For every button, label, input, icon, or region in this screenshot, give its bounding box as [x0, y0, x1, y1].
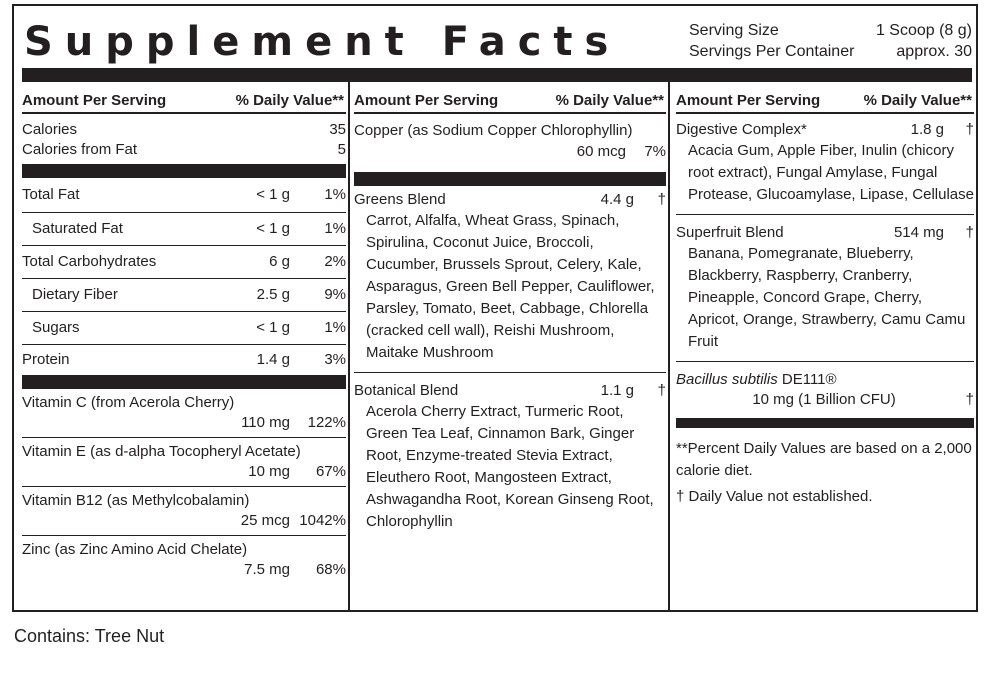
nutrient-row-protein: Protein 1.4 g 3% [22, 351, 346, 368]
servings-per-container-label: Servings Per Container [689, 43, 855, 60]
blend-superfruit: Superfruit Blend 514 mg † Banana, Pomegranate, Blueberry, Blackberry, Raspberry, Cranberry, Pineapple, Concord Grape, Cherry, Apricot, Orange, Strawberry, Camu Camu Fruit [676, 223, 974, 353]
serving-size-value: 1 Scoop (8 g) [875, 22, 972, 39]
header-divider-bar [22, 68, 972, 82]
column-2 [354, 88, 666, 606]
nutrient-row-copper: Copper (as Sodium Copper Chlorophyllin) 60 mcg 7% [354, 122, 666, 160]
nutrient-row-total-carbohydrates: Total Carbohydrates 6 g 2% [22, 253, 346, 270]
footnote-daily-values: **Percent Daily Values are based on a 2,000 calorie diet. [676, 440, 972, 479]
serving-info [689, 20, 972, 62]
nutrient-row-total-fat: Total Fat < 1 g 1% [22, 186, 346, 203]
column-3 [676, 88, 974, 606]
allergen-statement [14, 626, 164, 647]
column-header: Amount Per Serving % Daily Value** [22, 88, 346, 114]
contains-value: Tree Nut [94, 626, 165, 646]
contains-label: Contains: [14, 626, 91, 646]
column-divider [668, 82, 670, 610]
ingredient-list: Carrot, Alfalfa, Wheat Grass, Spinach, Spirulina, Coconut Juice, Broccoli, Cucumber, Brussels Sprout, Celery, Kale, Asparagus, Green Bell Pepper, Cauliflower, Parsley, Tomato, Beet, Cabbage, Chlorella (cracked cell wall), Reishi Mushroom, Maitake Mushroom [366, 212, 655, 361]
column-1 [22, 88, 346, 606]
nutrient-row-vitamin-e: Vitamin E (as d-alpha Tocopheryl Acetate) 10 mg 67% [22, 443, 346, 480]
nutrient-row-sugars: Sugars < 1 g 1% [32, 319, 346, 336]
nutrient-row-vitamin-b12: Vitamin B12 (as Methylcobalamin) 25 mcg 1042% [22, 492, 346, 529]
nutrient-row-saturated-fat: Saturated Fat < 1 g 1% [32, 220, 346, 237]
divider-bar [676, 418, 974, 428]
ingredient-list: Acacia Gum, Apple Fiber, Inulin (chicory root extract), Fungal Amylase, Fungal Protease, Glucoamylase, Lipase, Cellulase [688, 142, 974, 203]
blend-botanical: Botanical Blend 1.1 g † Acerola Cherry Extract, Turmeric Root, Green Tea Leaf, Cinnamon Bark, Ginger Root, Enzyme-treated Stevia Extract, Eleuthero Root, Mangosteen Extract, Ashwagandha Root, Korean Ginseng Root, Chlorophyllin [354, 381, 666, 533]
nutrient-row-calories-from-fat: Calories from Fat 5 [22, 141, 346, 158]
ingredient-list: Banana, Pomegranate, Blueberry, Blackberry, Raspberry, Cranberry, Pineapple, Concord Grape, Cherry, Apricot, Orange, Strawberry, Camu Camu Fruit [688, 245, 966, 350]
panel-title: Supplement Facts [24, 19, 621, 65]
divider-bar [22, 164, 346, 178]
serving-size-label: Serving Size [689, 22, 779, 39]
column-header: Amount Per Serving % Daily Value** [676, 88, 974, 114]
divider-bar [354, 172, 666, 186]
nutrient-row-zinc: Zinc (as Zinc Amino Acid Chelate) 7.5 mg 68% [22, 541, 346, 578]
nutrient-row-bacillus: Bacillus subtilis DE111® 10 mg (1 Billion CFU) † [676, 371, 974, 408]
blend-greens: Greens Blend 4.4 g † Carrot, Alfalfa, Wheat Grass, Spinach, Spirulina, Coconut Juice, Broccoli, Cucumber, Brussels Sprout, Celery, Kale, Asparagus, Green Bell Pepper, Cauliflower, Parsley, Tomato, Beet, Cabbage, Chlorella (cracked cell wall), Reishi Mushroom, Maitake Mushroom [354, 190, 666, 364]
servings-per-container-value: approx. 30 [896, 43, 972, 60]
footnote-dagger: † Daily Value not established. [676, 488, 873, 505]
nutrient-row-vitamin-c: Vitamin C (from Acerola Cherry) 110 mg 122% [22, 394, 346, 431]
nutrient-row-calories: Calories 35 [22, 121, 346, 138]
nutrient-row-dietary-fiber: Dietary Fiber 2.5 g 9% [32, 286, 346, 303]
divider-bar [22, 375, 346, 389]
blend-digestive-complex: Digestive Complex* 1.8 g † Acacia Gum, Apple Fiber, Inulin (chicory root extract), Fungal Amylase, Fungal Protease, Glucoamylase, Lipase, Cellulase [676, 120, 974, 206]
column-divider [348, 82, 350, 610]
supplement-facts-panel [12, 4, 978, 612]
column-header: Amount Per Serving % Daily Value** [354, 88, 666, 114]
ingredient-list: Acerola Cherry Extract, Turmeric Root, Green Tea Leaf, Cinnamon Bark, Ginger Root, Enzyme-treated Stevia Extract, Eleuthero Root, Mangosteen Extract, Ashwagandha Root, Korean Ginseng Root, Chlorophyllin [366, 403, 654, 530]
